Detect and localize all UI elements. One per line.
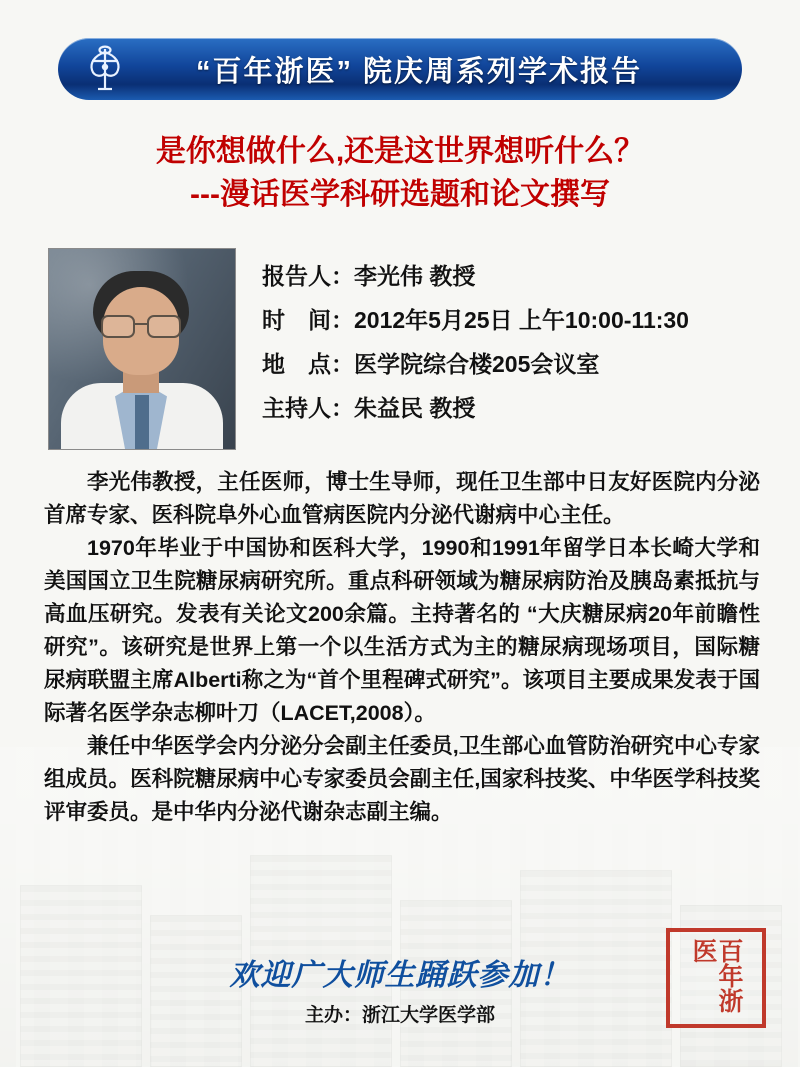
organizer-line: 主办：浙江大学医学部 — [304, 1005, 495, 1026]
detail-place: 地 点：医学院综合楼205会议室 — [262, 351, 600, 377]
caduceus-medical-logo-icon — [74, 41, 136, 97]
welcome-message: 欢迎广大师生踊跃参加！ — [229, 959, 571, 992]
speaker-biography — [44, 466, 760, 829]
detail-host: 主持人：朱益民 教授 — [262, 395, 476, 421]
bio-paragraph-1: 李光伟教授，主任医师，博士生导师，现任卫生部中日友好医院内分泌首席专家、医科院阜外心血管病医院内分泌代谢病中心主任。 — [44, 470, 760, 527]
speaker-info-row — [48, 248, 760, 450]
detail-time: 时 间：2012年5月25日 上午10:00-11:30 — [262, 307, 689, 333]
detail-speaker: 报告人：李光伟 教授 — [262, 263, 476, 289]
event-details-list — [262, 248, 760, 430]
poster-title — [0, 133, 800, 215]
title-line-2: ---漫话医学科研选题和论文撰写 — [190, 178, 610, 211]
title-line-1: 是你想做什么,还是这世界想听什么？ — [155, 135, 645, 168]
speaker-portrait-photo — [48, 248, 236, 450]
centenary-seal-stamp — [666, 928, 766, 1028]
bio-paragraph-2: 1970年毕业于中国协和医科大学，1990和1991年留学日本长崎大学和美国国立卫生院糖尿病研究所。重点科研领域为糖尿病防治及胰岛素抵抗与高血压研究。发表有关论文200余篇。主持著名的 “大庆糖尿病20年前瞻性研究”。该研究是世界上第一个以生活方式为主的糖尿病现场项目，国际糖尿病联盟主席Alberti称之为“首个里程碑式研究”。该项目主要成果发表于国际著名医学杂志柳叶刀（LACET,2008）。 — [44, 536, 760, 725]
banner-title: “百年浙医” 院庆周系列学术报告 — [195, 55, 643, 88]
header-banner — [58, 38, 742, 100]
seal-text: 百年浙医 — [689, 938, 743, 1013]
bio-paragraph-3: 兼任中华医学会内分泌分会副主任委员,卫生部心血管防治研究中心专家组成员。医科院糖尿病中心专家委员会副主任,国家科技奖、中华医学科技奖评审委员。是中华内分泌代谢杂志副主编。 — [44, 734, 760, 824]
